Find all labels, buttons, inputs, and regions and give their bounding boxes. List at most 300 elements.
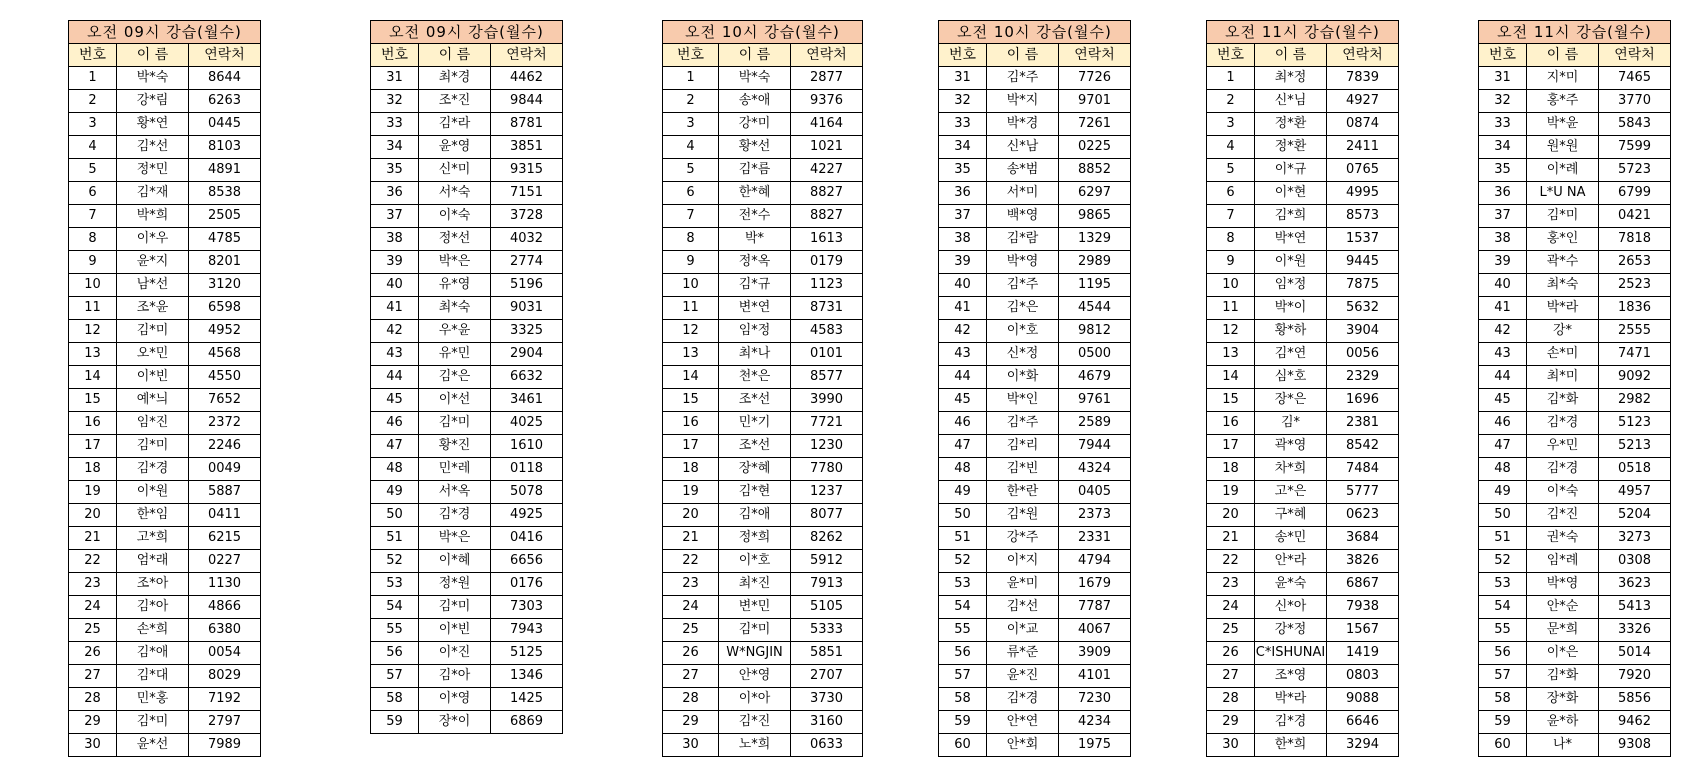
number-cell: 14	[69, 366, 117, 389]
table-row	[939, 182, 1131, 205]
table-row	[1479, 159, 1671, 182]
number-cell: 5	[69, 159, 117, 182]
number-cell: 7	[1207, 205, 1255, 228]
number-cell: 50	[939, 504, 987, 527]
contact-cell: 6263	[189, 90, 261, 113]
name-cell: 신*남	[987, 136, 1059, 159]
number-cell: 43	[1479, 343, 1527, 366]
contact-cell: 7875	[1327, 274, 1399, 297]
number-cell: 5	[1207, 159, 1255, 182]
contact-cell: 9701	[1059, 90, 1131, 113]
name-cell: 박*윤	[1527, 113, 1599, 136]
table-row	[69, 136, 261, 159]
table-row	[939, 205, 1131, 228]
number-cell: 26	[69, 642, 117, 665]
number-cell: 46	[939, 412, 987, 435]
name-cell: 박*인	[987, 389, 1059, 412]
table-row	[939, 550, 1131, 573]
number-cell: 59	[939, 711, 987, 734]
name-cell: 김*재	[117, 182, 189, 205]
name-cell: 김*미	[117, 711, 189, 734]
number-cell: 28	[1207, 688, 1255, 711]
name-cell: 윤*영	[419, 136, 491, 159]
table-row	[371, 573, 563, 596]
number-cell: 43	[939, 343, 987, 366]
contact-cell: 7839	[1327, 67, 1399, 90]
contact-cell: 5196	[491, 274, 563, 297]
contact-cell: 7471	[1599, 343, 1671, 366]
contact-cell: 7484	[1327, 458, 1399, 481]
name-cell: 최*경	[419, 67, 491, 90]
number-cell: 49	[371, 481, 419, 504]
class-roster-table	[662, 20, 863, 757]
number-cell: 53	[1479, 573, 1527, 596]
name-cell: 한*란	[987, 481, 1059, 504]
name-cell: 이*진	[419, 642, 491, 665]
name-cell: 이*원	[1255, 251, 1327, 274]
contact-cell: 0049	[189, 458, 261, 481]
number-cell: 15	[663, 389, 719, 412]
name-cell: 윤*지	[117, 251, 189, 274]
contact-cell: 8827	[791, 205, 863, 228]
roster-grid	[662, 20, 863, 757]
table-row	[1479, 251, 1671, 274]
name-cell: 김*리	[987, 435, 1059, 458]
number-cell: 4	[663, 136, 719, 159]
number-cell: 46	[371, 412, 419, 435]
name-cell: 조*아	[117, 573, 189, 596]
table-row	[69, 481, 261, 504]
contact-cell: 9092	[1599, 366, 1671, 389]
table-row	[69, 274, 261, 297]
contact-cell: 0225	[1059, 136, 1131, 159]
name-cell: 김*빈	[987, 458, 1059, 481]
number-cell: 33	[1479, 113, 1527, 136]
name-cell: 민*기	[719, 412, 791, 435]
contact-cell: 4925	[491, 504, 563, 527]
name-cell: 이*우	[117, 228, 189, 251]
number-cell: 12	[69, 320, 117, 343]
number-cell: 16	[663, 412, 719, 435]
contact-cell: 5777	[1327, 481, 1399, 504]
name-cell: 안*라	[1255, 550, 1327, 573]
name-cell: 천*은	[719, 366, 791, 389]
number-cell: 26	[1207, 642, 1255, 665]
contact-cell: 7303	[491, 596, 563, 619]
table-row	[663, 412, 863, 435]
name-cell: 민*레	[419, 458, 491, 481]
contact-cell: 8077	[791, 504, 863, 527]
name-cell: 안*연	[987, 711, 1059, 734]
name-cell: 손*희	[117, 619, 189, 642]
name-cell: 곽*영	[1255, 435, 1327, 458]
contact-cell: 4679	[1059, 366, 1131, 389]
number-cell: 58	[1479, 688, 1527, 711]
table-row	[1207, 251, 1399, 274]
number-cell: 21	[1207, 527, 1255, 550]
name-cell: 박*경	[987, 113, 1059, 136]
number-cell: 9	[69, 251, 117, 274]
table-row	[371, 688, 563, 711]
contact-cell: 0308	[1599, 550, 1671, 573]
number-cell: 35	[1479, 159, 1527, 182]
table-row	[371, 159, 563, 182]
number-cell: 6	[1207, 182, 1255, 205]
number-cell: 6	[663, 182, 719, 205]
contact-cell: 7913	[791, 573, 863, 596]
name-cell: 김*연	[1255, 343, 1327, 366]
column-header-contact: 연락처	[189, 44, 261, 67]
table-row	[1479, 504, 1671, 527]
number-cell: 1	[1207, 67, 1255, 90]
number-cell: 59	[1479, 711, 1527, 734]
table-row	[1207, 228, 1399, 251]
table-row	[663, 389, 863, 412]
roster-grid	[1478, 20, 1671, 757]
contact-cell: 0179	[791, 251, 863, 274]
name-cell: 김*은	[987, 297, 1059, 320]
name-cell: 조*영	[1255, 665, 1327, 688]
table-row	[371, 389, 563, 412]
number-cell: 21	[663, 527, 719, 550]
contact-cell: 7938	[1327, 596, 1399, 619]
contact-cell: 5204	[1599, 504, 1671, 527]
table-row	[663, 458, 863, 481]
name-cell: 정*원	[419, 573, 491, 596]
number-cell: 21	[69, 527, 117, 550]
number-cell: 10	[69, 274, 117, 297]
table-row	[939, 412, 1131, 435]
contact-cell: 6869	[491, 711, 563, 734]
name-cell: 황*진	[419, 435, 491, 458]
number-cell: 6	[69, 182, 117, 205]
table-row	[663, 182, 863, 205]
contact-cell: 6656	[491, 550, 563, 573]
number-cell: 32	[371, 90, 419, 113]
table-row	[69, 205, 261, 228]
number-cell: 41	[939, 297, 987, 320]
table-row	[939, 136, 1131, 159]
contact-cell: 7989	[189, 734, 261, 757]
contact-cell: 3826	[1327, 550, 1399, 573]
column-header-contact: 연락처	[1599, 44, 1671, 67]
contact-cell: 7943	[491, 619, 563, 642]
name-cell: 김*미	[419, 412, 491, 435]
number-cell: 11	[663, 297, 719, 320]
contact-cell: 2989	[1059, 251, 1131, 274]
table-row	[1479, 527, 1671, 550]
name-cell: 김*경	[1527, 412, 1599, 435]
table-row	[939, 619, 1131, 642]
table-row	[1207, 481, 1399, 504]
name-cell: 신*정	[987, 343, 1059, 366]
table-title: 오전 11시 강습(월수)	[1207, 21, 1399, 44]
table-row	[371, 711, 563, 734]
contact-cell: 4227	[791, 159, 863, 182]
table-row	[371, 67, 563, 90]
name-cell: 한*희	[1255, 734, 1327, 757]
contact-cell: 6632	[491, 366, 563, 389]
table-row	[371, 596, 563, 619]
number-cell: 42	[939, 320, 987, 343]
contact-cell: 7652	[189, 389, 261, 412]
number-cell: 26	[663, 642, 719, 665]
table-row	[69, 688, 261, 711]
column-header-contact: 연락처	[791, 44, 863, 67]
number-cell: 25	[663, 619, 719, 642]
number-cell: 57	[1479, 665, 1527, 688]
name-cell: 황*하	[1255, 320, 1327, 343]
name-cell: 한*임	[117, 504, 189, 527]
table-title: 오전 10시 강습(월수)	[939, 21, 1131, 44]
table-row	[939, 665, 1131, 688]
table-title: 오전 09시 강습(월수)	[371, 21, 563, 44]
contact-cell: 0054	[189, 642, 261, 665]
contact-cell: 7230	[1059, 688, 1131, 711]
contact-cell: 7465	[1599, 67, 1671, 90]
contact-cell: 7780	[791, 458, 863, 481]
table-row	[69, 389, 261, 412]
number-cell: 47	[939, 435, 987, 458]
table-row	[1479, 412, 1671, 435]
name-cell: 박*지	[987, 90, 1059, 113]
contact-cell: 1975	[1059, 734, 1131, 757]
column-header-number: 번호	[663, 44, 719, 67]
name-cell: 이*례	[1527, 159, 1599, 182]
number-cell: 11	[1207, 297, 1255, 320]
table-row	[1207, 412, 1399, 435]
number-cell: 23	[69, 573, 117, 596]
number-cell: 24	[663, 596, 719, 619]
contact-cell: 9376	[791, 90, 863, 113]
contact-cell: 2904	[491, 343, 563, 366]
contact-cell: 9761	[1059, 389, 1131, 412]
number-cell: 51	[939, 527, 987, 550]
contact-cell: 7261	[1059, 113, 1131, 136]
number-cell: 47	[1479, 435, 1527, 458]
table-row	[663, 297, 863, 320]
table-row	[939, 297, 1131, 320]
name-cell: 김*애	[117, 642, 189, 665]
name-cell: 강*정	[1255, 619, 1327, 642]
number-cell: 49	[1479, 481, 1527, 504]
number-cell: 9	[1207, 251, 1255, 274]
name-cell: 안*회	[987, 734, 1059, 757]
number-cell: 17	[1207, 435, 1255, 458]
name-cell: 변*민	[719, 596, 791, 619]
name-cell: 김*주	[987, 67, 1059, 90]
column-header-number: 번호	[371, 44, 419, 67]
contact-cell: 8852	[1059, 159, 1131, 182]
number-cell: 35	[371, 159, 419, 182]
table-row	[1207, 435, 1399, 458]
number-cell: 4	[1207, 136, 1255, 159]
contact-cell: 7599	[1599, 136, 1671, 159]
number-cell: 18	[1207, 458, 1255, 481]
table-row	[1479, 458, 1671, 481]
table-row	[663, 228, 863, 251]
table-row	[663, 67, 863, 90]
contact-cell: 3909	[1059, 642, 1131, 665]
table-row	[663, 435, 863, 458]
table-row	[939, 90, 1131, 113]
name-cell: 차*희	[1255, 458, 1327, 481]
table-row	[663, 642, 863, 665]
number-cell: 36	[1479, 182, 1527, 205]
column-header-number: 번호	[1479, 44, 1527, 67]
number-cell: 38	[371, 228, 419, 251]
contact-cell: 8644	[189, 67, 261, 90]
number-cell: 11	[69, 297, 117, 320]
table-row	[663, 711, 863, 734]
number-cell: 32	[939, 90, 987, 113]
number-cell: 28	[69, 688, 117, 711]
contact-cell: 2555	[1599, 320, 1671, 343]
number-cell: 48	[1479, 458, 1527, 481]
name-cell: 이*숙	[419, 205, 491, 228]
name-cell: 박*은	[419, 527, 491, 550]
contact-cell: 0101	[791, 343, 863, 366]
contact-cell: 6215	[189, 527, 261, 550]
contact-cell: 4957	[1599, 481, 1671, 504]
contact-cell: 6598	[189, 297, 261, 320]
number-cell: 1	[663, 67, 719, 90]
table-row	[69, 504, 261, 527]
contact-cell: 1537	[1327, 228, 1399, 251]
name-cell: 정*환	[1255, 136, 1327, 159]
contact-cell: 8781	[491, 113, 563, 136]
table-row	[1207, 182, 1399, 205]
table-row	[69, 550, 261, 573]
table-row	[371, 113, 563, 136]
contact-cell: 3851	[491, 136, 563, 159]
contact-cell: 3990	[791, 389, 863, 412]
table-row	[1207, 550, 1399, 573]
table-row	[1207, 343, 1399, 366]
contact-cell: 5123	[1599, 412, 1671, 435]
table-row	[1207, 136, 1399, 159]
name-cell: 백*영	[987, 205, 1059, 228]
name-cell: 손*미	[1527, 343, 1599, 366]
name-cell: 조*진	[419, 90, 491, 113]
number-cell: 19	[663, 481, 719, 504]
contact-cell: 9088	[1327, 688, 1399, 711]
table-row	[1479, 136, 1671, 159]
number-cell: 59	[371, 711, 419, 734]
number-cell: 54	[939, 596, 987, 619]
contact-cell: 5078	[491, 481, 563, 504]
number-cell: 38	[939, 228, 987, 251]
contact-cell: 8201	[189, 251, 261, 274]
name-cell: 강*미	[719, 113, 791, 136]
name-cell: 장*혜	[719, 458, 791, 481]
table-row	[939, 320, 1131, 343]
table-row	[371, 343, 563, 366]
number-cell: 27	[1207, 665, 1255, 688]
number-cell: 34	[939, 136, 987, 159]
number-cell: 56	[1479, 642, 1527, 665]
number-cell: 16	[1207, 412, 1255, 435]
contact-cell: 8542	[1327, 435, 1399, 458]
contact-cell: 6799	[1599, 182, 1671, 205]
number-cell: 17	[663, 435, 719, 458]
name-cell: 신*미	[419, 159, 491, 182]
number-cell: 2	[1207, 90, 1255, 113]
table-row	[1207, 504, 1399, 527]
number-cell: 44	[1479, 366, 1527, 389]
name-cell: 이*선	[419, 389, 491, 412]
table-row	[1479, 665, 1671, 688]
name-cell: 곽*수	[1527, 251, 1599, 274]
contact-cell: 0500	[1059, 343, 1131, 366]
name-cell: 김*주	[987, 274, 1059, 297]
table-row	[939, 527, 1131, 550]
table-row	[939, 113, 1131, 136]
name-cell: 임*진	[117, 412, 189, 435]
name-cell: 김*은	[419, 366, 491, 389]
name-cell: 임*례	[1527, 550, 1599, 573]
column-header-name: 이 름	[1527, 44, 1599, 67]
name-cell: 최*정	[1255, 67, 1327, 90]
table-row	[663, 550, 863, 573]
contact-cell: 9844	[491, 90, 563, 113]
number-cell: 51	[1479, 527, 1527, 550]
number-cell: 47	[371, 435, 419, 458]
number-cell: 1	[69, 67, 117, 90]
contact-cell: 8262	[791, 527, 863, 550]
number-cell: 7	[69, 205, 117, 228]
name-cell: 김*화	[1527, 389, 1599, 412]
contact-cell: 3728	[491, 205, 563, 228]
name-cell: 원*원	[1527, 136, 1599, 159]
table-row	[663, 366, 863, 389]
number-cell: 31	[939, 67, 987, 90]
table-title: 오전 10시 강습(월수)	[663, 21, 863, 44]
number-cell: 52	[371, 550, 419, 573]
number-cell: 57	[939, 665, 987, 688]
number-cell: 15	[69, 389, 117, 412]
contact-cell: 5413	[1599, 596, 1671, 619]
number-cell: 57	[371, 665, 419, 688]
contact-cell: 0445	[189, 113, 261, 136]
number-cell: 41	[1479, 297, 1527, 320]
number-cell: 14	[663, 366, 719, 389]
contact-cell: 3160	[791, 711, 863, 734]
table-row	[1479, 297, 1671, 320]
table-row	[69, 596, 261, 619]
contact-cell: 8731	[791, 297, 863, 320]
number-cell: 12	[663, 320, 719, 343]
name-cell: 박*숙	[719, 67, 791, 90]
number-cell: 51	[371, 527, 419, 550]
number-cell: 42	[371, 320, 419, 343]
class-roster-table	[1478, 20, 1671, 757]
name-cell: 정*희	[719, 527, 791, 550]
table-row	[663, 573, 863, 596]
name-cell: 이*규	[1255, 159, 1327, 182]
table-row	[663, 251, 863, 274]
name-cell: 안*순	[1527, 596, 1599, 619]
contact-cell: 4568	[189, 343, 261, 366]
contact-cell: 1419	[1327, 642, 1399, 665]
contact-cell: 7192	[189, 688, 261, 711]
number-cell: 9	[663, 251, 719, 274]
table-row	[939, 458, 1131, 481]
number-cell: 2	[69, 90, 117, 113]
number-cell: 20	[69, 504, 117, 527]
number-cell: 13	[1207, 343, 1255, 366]
contact-cell: 1130	[189, 573, 261, 596]
